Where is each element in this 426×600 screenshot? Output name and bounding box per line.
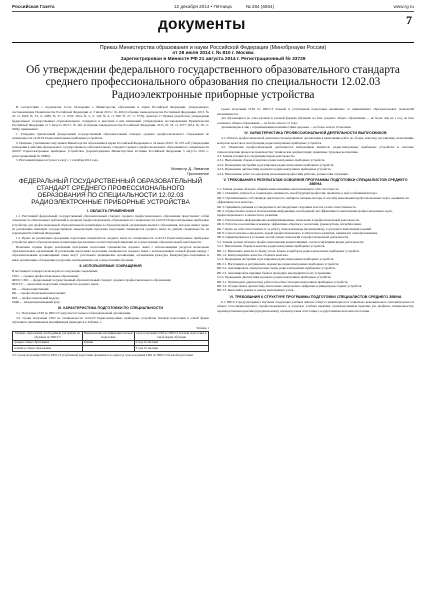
article-body (12, 105, 414, 357)
list-item: 5.1. Техник должен обладать общими компетенциями, включающими в себя способность: (217, 186, 340, 191)
section-paragraph: 6.1. ППССЗ предусматривает изучение следующих учебных циклов: общего гуманитарного и социально-экономического; математического и общего естественнонаучного; профессионального; и разделов: учебная практика; производственная практика (по профилю специальности); производственная практика (преддипломная); промежуточная аттестация; государственная итоговая аттестация. (217, 299, 415, 313)
order-header (12, 45, 414, 102)
list-item: ОК 2. Организовывать собственную деятельность, выбирать типовые методы и способы выполнения профессиональных задач, оценивать их эффективность и качество. (217, 195, 409, 205)
duration-table (12, 331, 209, 352)
table-row (13, 346, 209, 352)
table-caption: Таблица 1 (196, 325, 209, 330)
list-item: ОК 5. Использовать информационно-коммуникационные технологии в профессиональной деятельности. (217, 217, 360, 222)
table-header-cell: Уровень образования, необходимый для приема на обучение по ППССЗ (13, 331, 83, 340)
intro-paragraph: В соответствии с подпунктом 5.2.41 Положения о Министерстве образования и науки Российской Федерации, утвержденного постановлением Правительства Российской Федерации от 3 июня 2013 г. № 466 (Собрание законодательства Российской Федерации, 2013, № 23, ст. 2923; № 33, ст. 4386; № 37, ст. 4702; 2014, № 2, ст. 126; № 6, ст. 582; № 27, ст. 3776), пунктом 17 Правил разработки, утверждения федеральных государственных образовательных стандартов и внесения в них изменений, утвержденных постановлением Правительства Российской Федерации от 5 августа 2013 г. № 661 (Собрание законодательства Российской Федерации, 2013, № 33, ст. 4377; 2014, № 38, ст. 5069), приказываю: (12, 105, 210, 132)
standard-subtitle: РАДИОЭЛЕКТРОННЫЕ ПРИБОРНЫЕ УСТРОЙСТВА (31, 199, 190, 207)
section-paragraph: Возможна сетевая форма реализации программы подготовки специалистов среднего звена с использованием ресурсов нескольких образовательных организаций. В реализации программы подготовки специалистов среднего звена с использованием сетевой формы наряду с образовательными организациями также могут участвовать медицинские организации, организации культуры, физкультурно-спортивные и иные организации, обладающие ресурсами, необходимыми для осуществления обучения. (12, 244, 210, 262)
abbrev-item: ФГОС СПО — федеральный государственный образовательный стандарт среднего профессионального образования; (12, 278, 171, 283)
list-item: 5.2.2. Проведение настройки и регулировки радиоэлектронных приборных устройств. (217, 257, 335, 262)
list-item: ПК 1.1. Выполнять монтаж и сборку узлов, блоков и приборов радиоэлектронных приборных устройств. (217, 248, 360, 253)
order-headline: Об утверждении федерального государственного образовательного стандарта среднего профессионального образования по специальности 12.02.03 Радиоэлектронные приборные устройства (26, 63, 400, 101)
table-note: 3.3. Сроки получения СПО по ППССЗ углубленной подготовки превышают на один год срок получения СПО по ППССЗ базовой подготовки. (12, 353, 194, 358)
list-item: 5.2. Техник должен обладать профессиональными компетенциями, соответствующими видам деятельности: (217, 239, 364, 244)
top-strip (12, 4, 414, 12)
list-item: ПК 3.2. Осуществлять диагностику аналоговых, импульсных, цифровых и микропроцессорных устройств. (217, 283, 363, 288)
intro-paragraph: 2. Признать утратившим силу приказ Министерства образования и науки Российской Федерации от 24 июня 2010 г. № 676 «Об утверждении и введении в действие федерального государственного образовательного стандарта среднего профессионального образования по специальности 200107 Радиоэлектронные приборные устройства» (зарегистрирован Министерством юстиции Российской Федерации 5 августа 2010 г., регистрационный № 18080). (12, 140, 210, 158)
page-number: 7 (406, 12, 412, 27)
signature: Министр Д. Ливанов (171, 165, 209, 171)
list-item: ОК 1. Понимать сущность и социальную значимость своей будущей профессии, проявлять к ней устойчивый интерес. (217, 191, 379, 196)
table-cell: среднее общее образование (13, 340, 83, 346)
section-heading-2: II. ИСПОЛЬЗУЕМЫЕ СОКРАЩЕНИЯ (79, 264, 142, 269)
section-paragraph: 3.2. Сроки получения СПО по специальности 12.02.03 Радиоэлектронные приборные устройства базовой подготовки в очной форме обучения и присваиваемая квалификация приводятся в Таблице 1. (12, 315, 210, 325)
list-item: ОК 4. Осуществлять поиск и использование информации, необходимой для эффективного выполнения профессиональных задач, профессионального и личностного развития. (217, 209, 393, 218)
table-header-cell: Срок получения СПО по ППССЗ базовой подготовки в очной форме обучения (134, 331, 208, 340)
list-item: ОК 6. Работать в коллективе и команде, эффективно общаться с коллегами, руководством, потребителями. (217, 222, 362, 227)
table-cell (82, 346, 134, 352)
section-header (12, 12, 414, 43)
list-item: ПК 1.2. Контролировать качество сборки и монтажа. (217, 253, 289, 258)
section-heading-1: I. ОБЛАСТЬ ПРИМЕНЕНИЯ (86, 208, 135, 213)
section-heading-4: IV. ХАРАКТЕРИСТИКА ПРОФЕССИОНАЛЬНОЙ ДЕЯТЕЛЬНОСТИ ВЫПУСКНИКОВ (244, 131, 387, 136)
newspaper-name: Российская Газета (12, 4, 55, 9)
list-item: ОК 3. Принимать решения в стандартных и нестандартных ситуациях и нести за них ответственность. (217, 204, 357, 209)
section-paragraph: 4.2. Объектами профессиональной деятельности выпускников являются: радиоэлектронные приборные устройства и системы; технологические процессы производства; техническая документация; первичные трудовые коллективы. (217, 145, 415, 154)
abbrev-item: ППССЗ — программа подготовки специалистов среднего звена; (12, 282, 100, 287)
continued-paragraph: Сроки получения СПО по ППССЗ базовой и углубленной подготовки независимо от применяемых образовательных технологий увеличиваются: (217, 107, 415, 116)
list-item: ПК 2.3. Анализировать причины брака и проводить мероприятия по их устранению. (217, 270, 332, 275)
abbrev-item: СПО — среднее профессиональное образование; (12, 273, 79, 278)
table-cell: основное общее образование (13, 346, 83, 352)
standard-title: ФЕДЕРАЛЬНЫЙ ГОСУДАРСТВЕННЫЙ ОБРАЗОВАТЕЛЬНЫЙ СТАНДАРТ СРЕДНЕГО ПРОФЕССИОНАЛЬНОГО ОБРАЗОВАНИЯ ПО СПЕЦИАЛЬНОСТИ 12.02.03 (18, 177, 203, 200)
list-item: 5.2.1. Выполнение сборки и монтажа радиоэлектронных приборных устройств. (217, 244, 326, 249)
appendix-label: Приложение (186, 171, 209, 176)
list-item: 5.2.3. Проведение диагностики и ремонта радиоэлектронных приборных устройств. (217, 275, 332, 280)
website: www.rg.ru (393, 4, 414, 9)
list-item: ПК 2.1. Настраивать и регулировать параметры радиоэлектронных приборных устройств. (217, 261, 340, 266)
order-issuer: Приказ Министерства образования и науки Российской Федерации (Минобрнауки России) (99, 44, 327, 51)
list-item: 4.3.4. Выполнение работ по одной или нескольким профессиям рабочих, должностям служащих. (217, 171, 349, 176)
list-item: 4.3.3. Проведение диагностики и ремонта радиоэлектронных приборных устройств. (217, 167, 332, 172)
list-item: ОК 8. Самостоятельно определять задачи профессионального и личностного развития, заниматься самообразованием. (217, 231, 378, 236)
abbrev-item: ОК — общая компетенция; (12, 286, 49, 291)
list-item: 4.3.2. Проведение настройки и регулировки радиоэлектронных приборных устройств. (217, 162, 335, 167)
continued-paragraph: для обучающихся по очно-заочной и заочной формам обучения: на базе среднего общего образования — не более чем на 1 год; на базе основного общего образования — не более чем на 1,5 года; (217, 116, 415, 125)
section-paragraph: 1.1. Настоящий федеральный государственный образовательный стандарт среднего профессионального образования представляет собой совокупность обязательных требований к среднему профессиональному образованию по специальности 12.02.03 Радиоэлектронные приборные устройства для профессиональной образовательной организации и образовательной организации высшего образования, которые имеют право на реализацию имеющих государственную аккредитацию программ подготовки специалистов среднего звена по данной специальности, на территории Российской Федерации. (12, 213, 210, 236)
list-item: ПК 3.1. Производить диагностику работоспособности радиоэлектронных приборных устройств. (217, 279, 349, 284)
list-item: ПК 3.3. Выполнять ремонт и замену неисправных узлов. (217, 288, 294, 293)
list-item: 4.3. Техник готовится к следующим видам деятельности: (217, 153, 295, 158)
continued-paragraph: для инвалидов и лиц с ограниченными возможностями здоровья — не более чем на 10 месяцев. (221, 124, 352, 129)
section-heading-5: V. ТРЕБОВАНИЯ К РЕЗУЛЬТАТАМ ОСВОЕНИЯ ПРОГРАММЫ ПОДГОТОВКИ СПЕЦИАЛИСТОВ СРЕДНЕГО ЗВЕНА (223, 177, 408, 186)
table-header-cell: Наименование квалификации базовой подготовки (83, 331, 133, 339)
abbrev-item: В настоящем стандарте используются следующие сокращения: (12, 269, 98, 274)
table-cell: 3 года 10 месяцев (134, 346, 208, 352)
section-paragraph: 1.2. Право на реализацию программы подготовки специалистов среднего звена по специальности 12.02.03 Радиоэлектронные приборные устройства имеет образовательная организация при наличии соответствующей лицензии на осуществление образовательной деятельности. (12, 235, 210, 245)
list-item: ПК 2.2. Анализировать электрические схемы радиоэлектронных приборных устройств. (217, 266, 336, 271)
section-paragraph: 4.1. Область профессиональной деятельности выпускников: организация и выполнение работ по сборке, монтажу, регулировке, испытаниям, контролю качества и эксплуатации радиоэлектронных приборных устройств. (217, 136, 415, 145)
abbrev-item: ПМ — профессиональный модуль; (12, 295, 60, 300)
issue-info (174, 4, 274, 9)
right-column (217, 105, 414, 357)
order-date-number: от 28 июля 2014 г. № 810 г. Москва (172, 50, 254, 56)
list-item: ОК 9. Ориентироваться в условиях частой смены технологий в профессиональной деятельности. (217, 235, 349, 240)
list-item: 4.3.1. Выполнение сборки и монтажа радиоэлектронных приборных устройств. (217, 158, 326, 163)
table-cell: 2 года 10 месяцев (134, 340, 208, 346)
abbrev-item: МДК — междисциплинарный курс. (12, 300, 61, 305)
left-column (12, 105, 209, 357)
issue-number: № 284 (6554) (245, 4, 275, 9)
table-header-row (13, 331, 209, 340)
section-heading-6: VI. ТРЕБОВАНИЯ К СТРУКТУРЕ ПРОГРАММЫ ПОДГОТОВКИ СПЕЦИАЛИСТОВ СРЕДНЕГО ЗВЕНА (229, 294, 402, 299)
section-title: документы (158, 15, 246, 33)
order-registration: Зарегистрирован в Минюсте РФ 21 августа 2014 г. Регистрационный № 33729 (120, 56, 306, 62)
intro-paragraph: 3. Настоящий приказ вступает в силу с 1 сентября 2014 года. (16, 158, 99, 163)
abbrev-item: ПК — профессиональная компетенция; (12, 291, 66, 296)
section-paragraph: 3.1. Получение СПО по ППССЗ допускается только в образовательной организации. (16, 311, 131, 316)
issue-date: 12 декабря 2014 • Пятница (173, 4, 232, 9)
intro-paragraph: 1. Утвердить прилагаемый федеральный государственный образовательный стандарт среднего профессионального образования по специальности 12.02.03 Радиоэлектронные приборные устройства. (12, 131, 210, 141)
table-cell: Техник (82, 340, 134, 346)
section-heading-3: III. ХАРАКТЕРИСТИКА ПОДГОТОВКИ ПО СПЕЦИАЛЬНОСТИ (57, 306, 164, 311)
list-item: ОК 7. Брать на себя ответственность за работу членов команды (подчиненных), за результат выполнения заданий. (217, 226, 372, 231)
